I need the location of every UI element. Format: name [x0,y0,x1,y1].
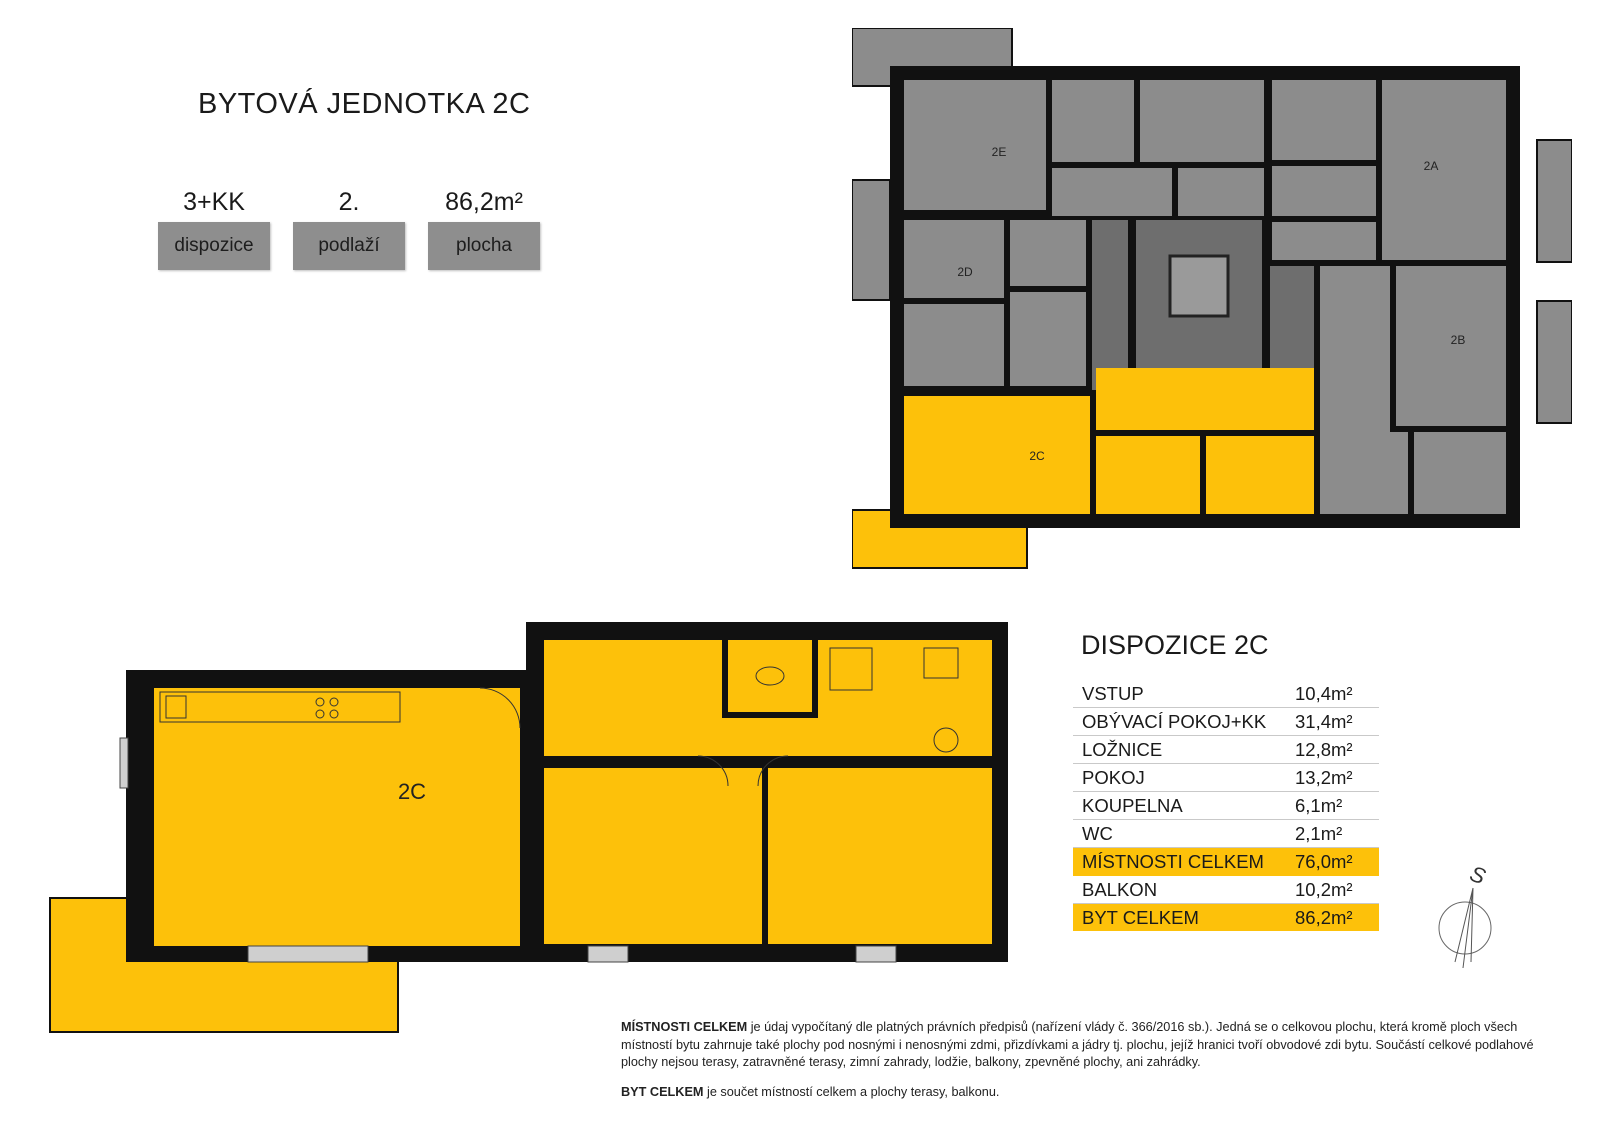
unit-label-2a: 2A [1423,159,1439,173]
room-row [1073,736,1379,764]
stat-floor [293,182,405,270]
room-2c-living [904,396,1090,514]
entrance-hall [544,640,722,756]
room-name: WC [1082,823,1113,844]
page-title: BYTOVÁ JEDNOTKA 2C [198,88,531,120]
unit-label-2d: 2D [957,265,973,279]
room-name: KOUPELNA [1082,795,1183,816]
stat-area [428,182,540,270]
room-row [1073,792,1379,820]
room-row [1073,820,1379,848]
room-name: BALKON [1082,879,1158,900]
room-2c-hall [1096,368,1314,430]
floor-key-plan [852,28,1572,580]
room-area: 13,2m² [1295,767,1353,788]
room-name: BYT CELKEM [1082,907,1199,928]
bathroom [818,640,992,756]
room-row [1073,764,1379,792]
stat-floor-value: 2. [338,188,360,216]
unit-label-2b: 2B [1450,333,1466,347]
stat-layout [158,182,270,270]
living-room-kk [154,688,520,946]
footnote-unit-total: BYT CELKEM je součet místností celkem a plochy terasy, balkonu. [621,1084,1000,1099]
unit-detail-plan [48,618,1008,1038]
footnote-rooms-total: MÍSTNOSTI CELKEM je údaj vypočítaný dle platných právních předpisů (nařízení vlády č. 366/2016 sb.). Jedná se o celkovou plochu, která kromě ploch všech místností bytu zahrnuje také plochy pod nosnými i nenosnými zdmi, přizdívkami a jádry tj. plochu, jejíž hranici tvoří obvodové zdi bytu. Součástí celkové podlahové plochy nejsou terasy, zatravněné terasy, zimní zahrady, lodžie, balkony, zpevněné plochy, ani zahrádky. [621,1020,1534,1069]
room-area: 2,1m² [1295,823,1343,844]
footnote [621,1019,1551,1113]
wc [728,640,812,712]
room-2d-living [904,220,1004,298]
stat-area-label: plocha [428,222,540,270]
room-name: MÍSTNOSTI CELKEM [1082,851,1264,872]
window [248,946,368,962]
room-row [1073,876,1379,904]
balcony-2a [1537,140,1572,262]
stat-area-value: 86,2m² [445,188,523,216]
corridor-core [1092,220,1128,390]
stat-layout-label: dispozice [158,222,270,270]
room [768,768,992,944]
room-area: 12,8m² [1295,739,1353,760]
balcony-2b [1537,301,1572,423]
room-area: 10,2m² [1295,879,1353,900]
room-area: 86,2m² [1295,907,1353,928]
stat-layout-value: 3+KK [183,188,245,216]
room-2e-living [904,80,1046,210]
balcony-2d [852,180,890,300]
unit-label-2e: 2E [991,145,1007,159]
disposition-title: DISPOZICE 2C [1081,630,1269,660]
compass-icon [1433,858,1503,970]
room-area: 6,1m² [1295,795,1343,816]
compass-label: S [1466,860,1489,890]
room-2a-living [1382,80,1506,260]
unit-label-2c: 2C [1029,449,1045,463]
room-area: 10,4m² [1295,683,1353,704]
room-name: VSTUP [1082,683,1144,704]
stat-floor-label: podlaží [293,222,405,270]
room-2c-bedroom [1096,436,1200,514]
room-name: POKOJ [1082,767,1145,788]
unit-label: 2C [397,779,427,804]
room-area: 31,4m² [1295,711,1353,732]
room-name: LOŽNICE [1082,739,1163,760]
room-area-table [1073,680,1379,931]
room-row [1073,680,1379,708]
room-name: OBÝVACÍ POKOJ+KK [1082,711,1267,732]
room-2c-room [1206,436,1314,514]
room-row [1073,708,1379,736]
unit-total-row [1073,904,1379,931]
room-area: 76,0m² [1295,851,1353,872]
rooms-total-row [1073,848,1379,876]
bedroom [544,768,762,944]
